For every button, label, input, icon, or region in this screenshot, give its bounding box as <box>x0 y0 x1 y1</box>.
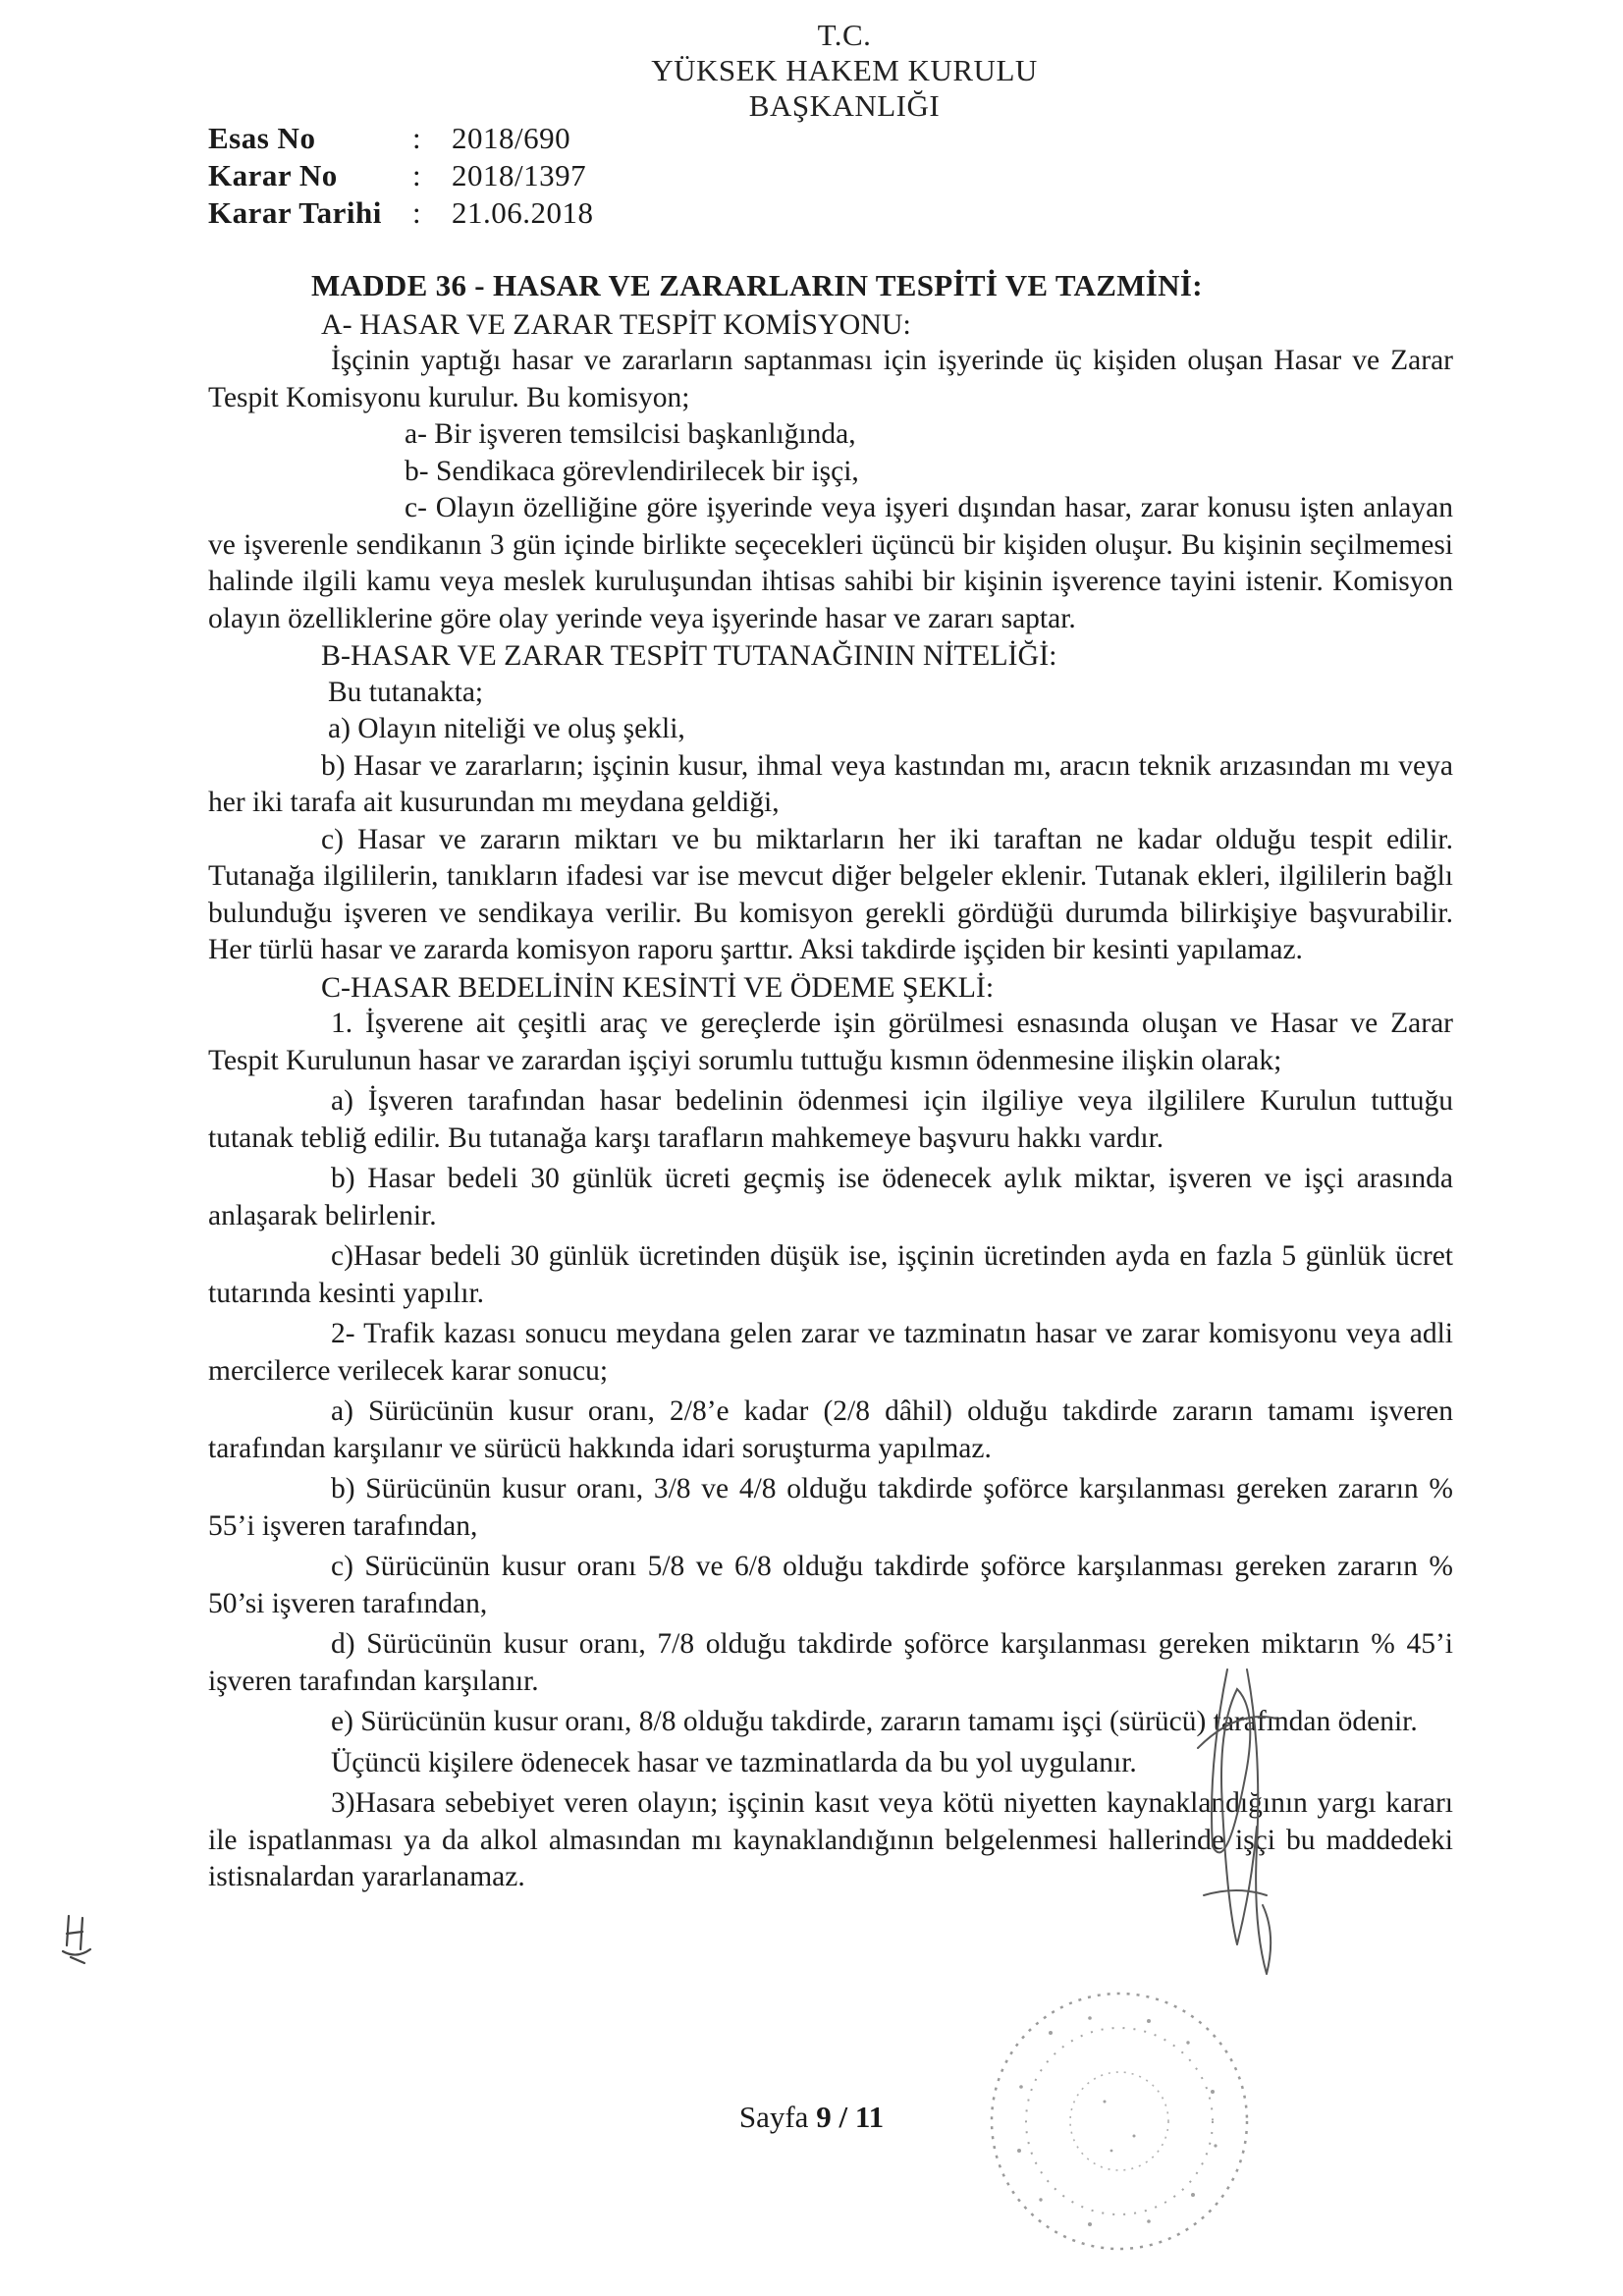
section-b-lead: Bu tutanakta; <box>328 676 484 708</box>
meta-value: 2018/1397 <box>452 158 587 192</box>
meta-separator: : <box>412 195 421 230</box>
section-c-paragraph-2: 2- Trafik kazası sonucu meydana gelen zarar ve tazminatın hasar ve zarar komisyonu veya adli mercilerce verilecek karar sonucu; <box>208 1318 1453 1387</box>
header-line-presidency: BAŞKANLIĞI <box>748 88 941 123</box>
header-line-tc: T.C. <box>817 18 872 52</box>
section-b-item-b: b) Hasar ve zararların; işçinin kusur, ihmal veya kastından mı, aracın teknik arızasından mı veya her iki tarafa ait kusurundan mı meydana geldiği, <box>208 749 1453 818</box>
meta-separator: : <box>412 121 421 155</box>
meta-row-karar <box>208 157 594 194</box>
section-b-item-c: c) Hasar ve zararın miktarı ve bu miktarların her iki taraftan ne kadar olduğu tespit edilir. Tutanağa ilgililerin, tanıkların ifadesi var ise mevcut diğer belgeler eklenir. Tutanak ekleri, ilgililerin bağlı bulunduğu işveren ve sendikaya verilir. Bu komisyon gerekli gördüğü durumda bilirkişiye başvurabilir. Her türlü hasar ve zararda komisyon raporu şarttır. Aksi takdirde işçiden bir kesinti yapılamaz. <box>208 823 1453 965</box>
section-a-item-c: c- Olayın özelliğine göre işyerinde veya işyeri dışından hasar, zarar konusu işten anlayan ve işverenle sendikanın 3 gün içinde birlikte seçecekleri üçüncü bir kişiden oluşur. Bu kişinin seçilmemesi halinde ilgili kamu veya meslek kuruluşundan ihtisas sahibi bir kişinin işverence tayini istenir. Komisyon olayın özelliklerine göre olay yerinde veya işyerinde hasar ve zararı saptar. <box>208 492 1453 634</box>
section-a-paragraph: İşçinin yaptığı hasar ve zararların saptanması için işyerinde üç kişiden oluşan Hasar ve Zarar Tespit Komisyonu kurulur. Bu komisyon; <box>208 345 1453 413</box>
section-c-item-2d: d) Sürücünün kusur oranı, 7/8 olduğu takdirde şoförce karşılanması gereken miktarın % 45’i işveren tarafından karşılanır. <box>208 1628 1453 1697</box>
section-a-title: A- HASAR VE ZARAR TESPİT KOMİSYONU: <box>321 307 911 341</box>
section-c-item-2c: c) Sürücünün kusur oranı 5/8 ve 6/8 olduğu takdirde şoförce karşılanması gereken zararın % 50’si işveren tarafından, <box>208 1551 1453 1619</box>
meta-value: 21.06.2018 <box>452 195 594 230</box>
page-prefix: Sayfa <box>738 2100 809 2134</box>
meta-label: Karar No <box>208 158 338 192</box>
section-c-item-1c: c)Hasar bedeli 30 günlük ücretinden düşük ise, işçinin ücretinden ayda en fazla 5 günlük ücret tutarında kesinti yapılır. <box>208 1240 1453 1309</box>
section-b-item-a: a) Olayın niteliği ve oluş şekli, <box>328 713 685 744</box>
meta-label: Esas No <box>208 121 316 155</box>
case-meta <box>208 120 594 232</box>
section-c-item-2b: b) Sürücünün kusur oranı, 3/8 ve 4/8 olduğu takdirde şoförce karşılanması gereken zararın % 55’i işveren tarafından, <box>208 1473 1453 1542</box>
section-a-item-b: b- Sendikaca görevlendirilecek bir işçi, <box>405 455 859 487</box>
section-c-item-1a: a) İşveren tarafından hasar bedelinin ödenmesi için ilgiliye veya ilgililere Kurulun tuttuğu tutanak tebliğ edilir. Bu tutanağa karşı tarafların mahkemeye başvuru hakkı vardır. <box>208 1085 1453 1154</box>
official-stamp <box>943 1964 1276 2288</box>
section-c-third-parties: Üçüncü kişilere ödenecek hasar ve tazminatlarda da bu yol uygulanır. <box>331 1746 1137 1778</box>
section-a-item-a: a- Bir işveren temsilcisi başkanlığında, <box>405 418 856 450</box>
page-separator: / <box>839 2100 848 2134</box>
page-current: 9 <box>816 2100 832 2134</box>
header <box>550 18 1139 124</box>
meta-row-tarih <box>208 194 594 232</box>
meta-label: Karar Tarihi <box>208 195 382 230</box>
margin-initial-mark <box>57 1910 96 1969</box>
header-line-institution: YÜKSEK HAKEM KURULU <box>651 53 1038 87</box>
section-c-item-2e: e) Sürücünün kusur oranı, 8/8 olduğu takdirde, zararın tamamı işçi (sürücü) tarafından ödenir. <box>331 1706 1418 1737</box>
article-title: MADDE 36 - HASAR VE ZARARLARIN TESPİTİ VE TAZMİNİ: <box>311 268 1203 302</box>
meta-value: 2018/690 <box>452 121 571 155</box>
section-c-item-2a: a) Sürücünün kusur oranı, 2/8’e kadar (2/8 dâhil) olduğu takdirde zararın tamamı işveren tarafından karşılanır ve sürücü hakkında idari soruşturma yapılmaz. <box>208 1395 1453 1464</box>
page-number <box>0 2100 1623 2135</box>
section-c-title: C-HASAR BEDELİNİN KESİNTİ VE ÖDEME ŞEKLİ: <box>321 970 995 1004</box>
page-total: 11 <box>854 2100 885 2134</box>
section-b-title: B-HASAR VE ZARAR TESPİT TUTANAĞININ NİTELİĞİ: <box>321 639 1057 672</box>
section-c-paragraph-1: 1. İşverene ait çeşitli araç ve gereçlerde işin görülmesi esnasında oluşan ve Hasar ve Zarar Tespit Kurulunun hasar ve zarardan işçiyi sorumlu tuttuğu kısmın ödenmesine ilişkin olarak; <box>208 1008 1453 1076</box>
meta-separator: : <box>412 158 421 192</box>
section-c-item-1b: b) Hasar bedeli 30 günlük ücreti geçmiş ise ödenecek aylık miktar, işveren ve işçi arasında anlaşarak belirlenir. <box>208 1163 1453 1231</box>
meta-row-esas <box>208 120 594 157</box>
section-c-paragraph-3: 3)Hasara sebebiyet veren olayın; işçinin kasıt veya kötü niyetten kaynaklandığının yargı kararı ile ispatlanması ya da alkol almasından mı kaynaklandığının belgelenmesi hallerinde işçi bu maddedeki istisnalardan yararlanamaz. <box>208 1787 1453 1892</box>
